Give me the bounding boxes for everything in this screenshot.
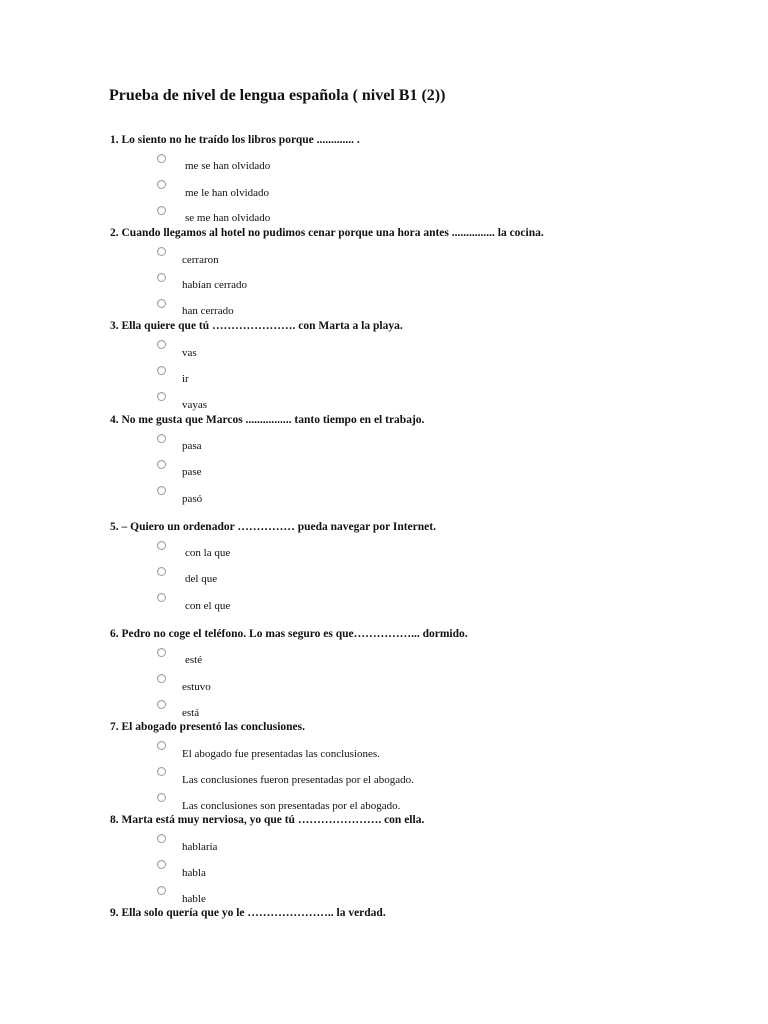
- radio-q2-option-2[interactable]: [157, 273, 166, 282]
- option-label: pasa: [182, 440, 202, 452]
- radio-q5-option-3[interactable]: [157, 593, 166, 602]
- radio-q7-option-2[interactable]: [157, 767, 166, 776]
- radio-q6-option-3[interactable]: [157, 700, 166, 709]
- radio-q1-option-2[interactable]: [157, 180, 166, 189]
- option-label: vas: [182, 347, 197, 359]
- option-label: me le han olvidado: [185, 187, 270, 199]
- option-label: con la que: [185, 547, 231, 559]
- radio-q3-option-3[interactable]: [157, 392, 166, 401]
- option-label: está: [182, 707, 200, 719]
- option-label: pase: [182, 466, 202, 478]
- option-label: El abogado fue presentadas las conclusiones.: [182, 748, 380, 760]
- question-7: 7. El abogado presentó las conclusiones.: [110, 721, 305, 733]
- radio-q5-option-1[interactable]: [157, 541, 166, 550]
- option-label: Las conclusiones fueron presentadas por el abogado.: [182, 774, 414, 786]
- option-label: esté: [185, 654, 203, 666]
- radio-q2-option-1[interactable]: [157, 247, 166, 256]
- radio-q1-option-3[interactable]: [157, 206, 166, 215]
- radio-q4-option-3[interactable]: [157, 486, 166, 495]
- radio-q4-option-2[interactable]: [157, 460, 166, 469]
- radio-q8-option-3[interactable]: [157, 886, 166, 895]
- question-1: 1. Lo siento no he traído los libros porque ............. .: [110, 134, 360, 146]
- radio-q8-option-1[interactable]: [157, 834, 166, 843]
- option-label: estuvo: [182, 681, 211, 693]
- question-9: 9. Ella solo quería que yo le ………………….. la verdad.: [110, 907, 386, 919]
- option-label: se me han olvidado: [185, 212, 271, 224]
- question-8: 8. Marta está muy nerviosa, yo que tú …………………. con ella.: [110, 814, 425, 826]
- option-label: Las conclusiones son presentadas por el abogado.: [182, 800, 401, 812]
- radio-q3-option-2[interactable]: [157, 366, 166, 375]
- radio-q7-option-1[interactable]: [157, 741, 166, 750]
- option-label: vayas: [182, 399, 208, 411]
- radio-q1-option-1[interactable]: [157, 154, 166, 163]
- option-label: han cerrado: [182, 305, 234, 317]
- radio-q6-option-1[interactable]: [157, 648, 166, 657]
- radio-q7-option-3[interactable]: [157, 793, 166, 802]
- question-5: 5. – Quiero un ordenador …………… pueda navegar por Internet.: [110, 521, 436, 533]
- radio-q5-option-2[interactable]: [157, 567, 166, 576]
- option-label: con el que: [185, 600, 231, 612]
- option-label: habían cerrado: [182, 279, 248, 291]
- radio-q6-option-2[interactable]: [157, 674, 166, 683]
- radio-q4-option-1[interactable]: [157, 434, 166, 443]
- question-2: 2. Cuando llegamos al hotel no pudimos cenar porque una hora antes ............... la cocina.: [110, 227, 544, 239]
- option-label: cerraron: [182, 254, 219, 266]
- option-label: ir: [182, 373, 189, 385]
- radio-q8-option-2[interactable]: [157, 860, 166, 869]
- question-6: 6. Pedro no coge el teléfono. Lo mas seguro es que……………... dormido.: [110, 628, 468, 640]
- option-label: habla: [182, 867, 206, 879]
- radio-q2-option-3[interactable]: [157, 299, 166, 308]
- option-label: hablaría: [182, 841, 218, 853]
- option-label: pasó: [182, 493, 203, 505]
- radio-q3-option-1[interactable]: [157, 340, 166, 349]
- option-label: del que: [185, 573, 218, 585]
- question-3: 3. Ella quiere que tú …………………. con Marta a la playa.: [110, 320, 403, 332]
- page-title: Prueba de nivel de lengua española ( nivel B1 (2)): [109, 87, 446, 104]
- question-4: 4. No me gusta que Marcos ................ tanto tiempo en el trabajo.: [110, 414, 425, 426]
- option-label: hable: [182, 893, 206, 905]
- option-label: me se han olvidado: [185, 160, 271, 172]
